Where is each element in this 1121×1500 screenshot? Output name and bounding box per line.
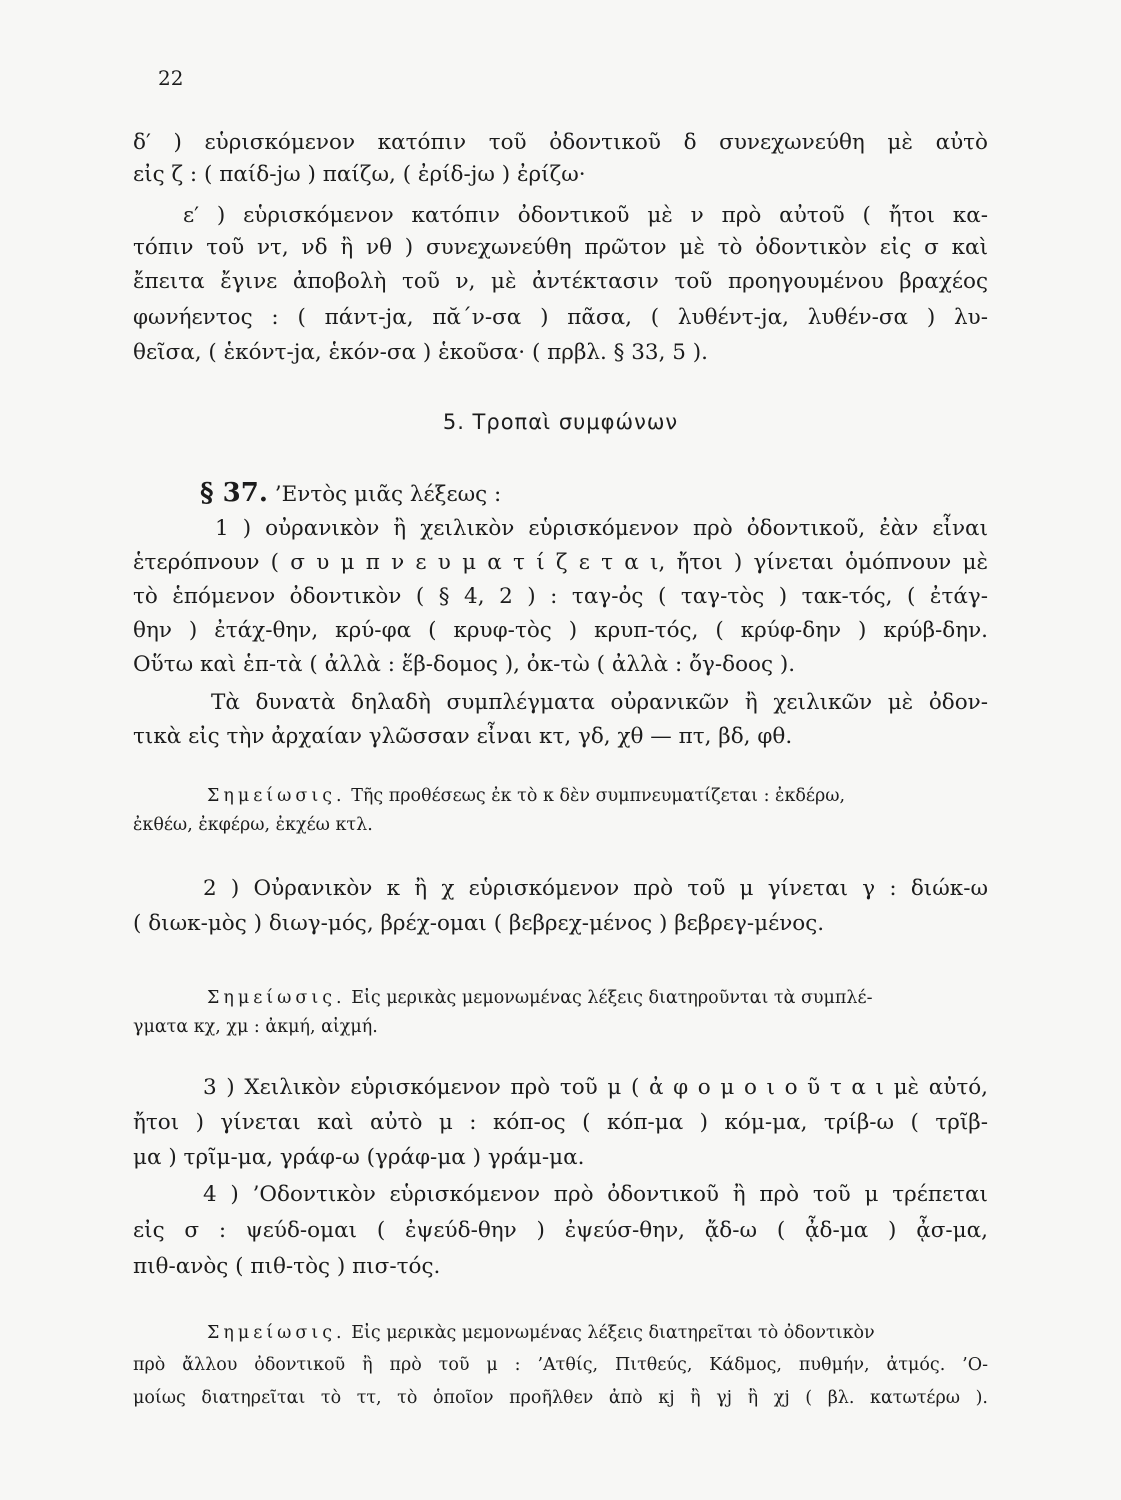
text-line: θην ) ἐτάχ-θην, κρύ-φα ( κρυφ-τὸς ) κρυπ-τός, ( κρύφ-δην ) κρύβ-δην. xyxy=(133,618,988,643)
section-intro: ’Εντὸς μιᾶς λέξεως : xyxy=(274,482,502,507)
text-line: εἰς σ : ψεύδ-ομαι ( ἐψεύδ-θην ) ἐψεύσ-θην, ᾄδ-ω ( ᾆδ-μα ) ᾆσ-μα, xyxy=(133,1218,988,1243)
text-line: θεῖσα, ( ἑκόντ-jα, ἑκόν-σα ) ἑκοῦσα· ( πρβλ. § 33, 5 ). xyxy=(133,340,709,365)
text-line: δ′ ) εὑρισκόμενον κατόπιν τοῦ ὀδοντικοῦ δ συνεχωνεύθη μὲ αὐτὸ xyxy=(133,130,988,155)
page-number: 22 xyxy=(158,66,184,90)
text-line: εἰς ζ : ( παίδ-jω ) παίζω, ( ἐρίδ-jω ) ἐρίζω· xyxy=(133,162,586,187)
text-line: τόπιν τοῦ ντ, νδ ἢ νθ ) συνεχωνεύθη πρῶτον μὲ τὸ ὀδοντικὸν εἰς σ καὶ xyxy=(133,235,988,260)
note-line: ἐκθέω, ἐκφέρω, ἐκχέω κτλ. xyxy=(133,815,373,835)
note-label: Σημείωσις. xyxy=(207,1323,346,1343)
text-line: 2 ) Οὐρανικὸν κ ἢ χ εὑρισκόμενον πρὸ τοῦ μ γίνεται γ : διώκ-ω xyxy=(203,876,988,901)
text-line: ε′ ) εὑρισκόμενον κατόπιν ὀδοντικοῦ μὲ ν πρὸ αὐτοῦ ( ἤτοι κα- xyxy=(183,203,988,228)
note-text: Εἰς μερικὰς μεμονωμένας λέξεις διατηρεῖται τὸ ὀδοντικὸν xyxy=(351,1323,875,1343)
text-line: 4 ) ’Οδοντικὸν εὑρισκόμενον πρὸ ὀδοντικοῦ ἢ πρὸ τοῦ μ τρέπεται xyxy=(203,1182,988,1207)
text-line: ( διωκ-μὸς ) διωγ-μός, βρέχ-ομαι ( βεβρεχ-μένος ) βεβρεγ-μένος. xyxy=(133,911,825,936)
note-text: Τῆς προθέσεως ἐκ τὸ κ δὲν συμπνευματίζεται : ἐκδέρω, xyxy=(351,786,846,806)
note-line: μοίως διατηρεῖται τὸ ττ, τὸ ὁποῖον προῆλθεν ἀπὸ κj ἢ γj ἢ χj ( βλ. κατωτέρω ). xyxy=(133,1388,988,1408)
text-line: τικὰ εἰς τὴν ἀρχαίαν γλῶσσαν εἶναι κτ, γδ, χθ — πτ, βδ, φθ. xyxy=(133,724,793,749)
note-line: πρὸ ἄλλου ὀδοντικοῦ ἢ πρὸ τοῦ μ : ’Ατθίς, Πιτθεύς, Κάδμος, πυθμήν, ἀτμός. ’Ο- xyxy=(133,1355,988,1375)
text-line: μα ) τρῖμ-μα, γράφ-ω (γράφ-μα ) γράμ-μα. xyxy=(133,1145,585,1170)
note-line xyxy=(207,1318,988,1348)
note-line xyxy=(207,781,988,811)
note-label: Σημείωσις. xyxy=(207,786,346,806)
text-line: ἤτοι ) γίνεται καὶ αὐτὸ μ : κόπ-ος ( κόπ-μα ) κόμ-μα, τρίβ-ω ( τρῖβ- xyxy=(133,1110,988,1135)
text-line: 1 ) οὐρανικὸν ἢ χειλικὸν εὑρισκόμενον πρὸ ὀδοντικοῦ, ἐὰν εἶναι xyxy=(215,516,988,541)
text-line: 3 ) Χειλικὸν εὑρισκόμενον πρὸ τοῦ μ ( ἀ φ ο μ ο ι ο ῦ τ α ι μὲ αὐτό, xyxy=(203,1075,988,1100)
section-heading: 5. Τροπαὶ συμφώνων xyxy=(442,410,679,434)
note-line xyxy=(207,983,988,1013)
text-line: ἔπειτα ἔγινε ἀποβολὴ τοῦ ν, μὲ ἀντέκτασιν τοῦ προηγουμένου βραχέος xyxy=(133,269,988,294)
text-line: φωνήεντος : ( πάντ-jα, πᾰ΄ν-σα ) πᾶσα, ( λυθέντ-jα, λυθέν-σα ) λυ- xyxy=(133,305,988,330)
note-label: Σημείωσις. xyxy=(207,988,346,1008)
note-text: Εἰς μερικὰς μεμονωμένας λέξεις διατηροῦνται τὰ συμπλέ- xyxy=(351,988,873,1008)
text-line: Τὰ δυνατὰ δηλαδὴ συμπλέγματα οὐρανικῶν ἢ χειλικῶν μὲ ὀδον- xyxy=(211,690,988,715)
text-line: ἑτερόπνουν ( σ υ μ π ν ε υ μ α τ ί ζ ε τ α ι, ἤτοι ) γίνεται ὁμόπνουν μὲ xyxy=(133,550,988,575)
text-line: πιθ-ανὸς ( πιθ-τὸς ) πισ-τός. xyxy=(133,1254,441,1279)
text-line: Οὕτω καὶ ἑπ-τὰ ( ἀλλὰ : ἕβ-δομος ), ὀκ-τὼ ( ἀλλὰ : ὄγ-δοος ). xyxy=(133,652,796,677)
section-title-line xyxy=(200,478,988,510)
text-line: τὸ ἑπόμενον ὀδοντικὸν ( § 4, 2 ) : ταγ-ὀς ( ταγ-τὸς ) τακ-τός, ( ἐτάγ- xyxy=(133,584,988,609)
note-line: γματα κχ, χμ : ἀκμή, αἰχμή. xyxy=(133,1017,378,1037)
section-number: § 37. xyxy=(200,478,268,508)
